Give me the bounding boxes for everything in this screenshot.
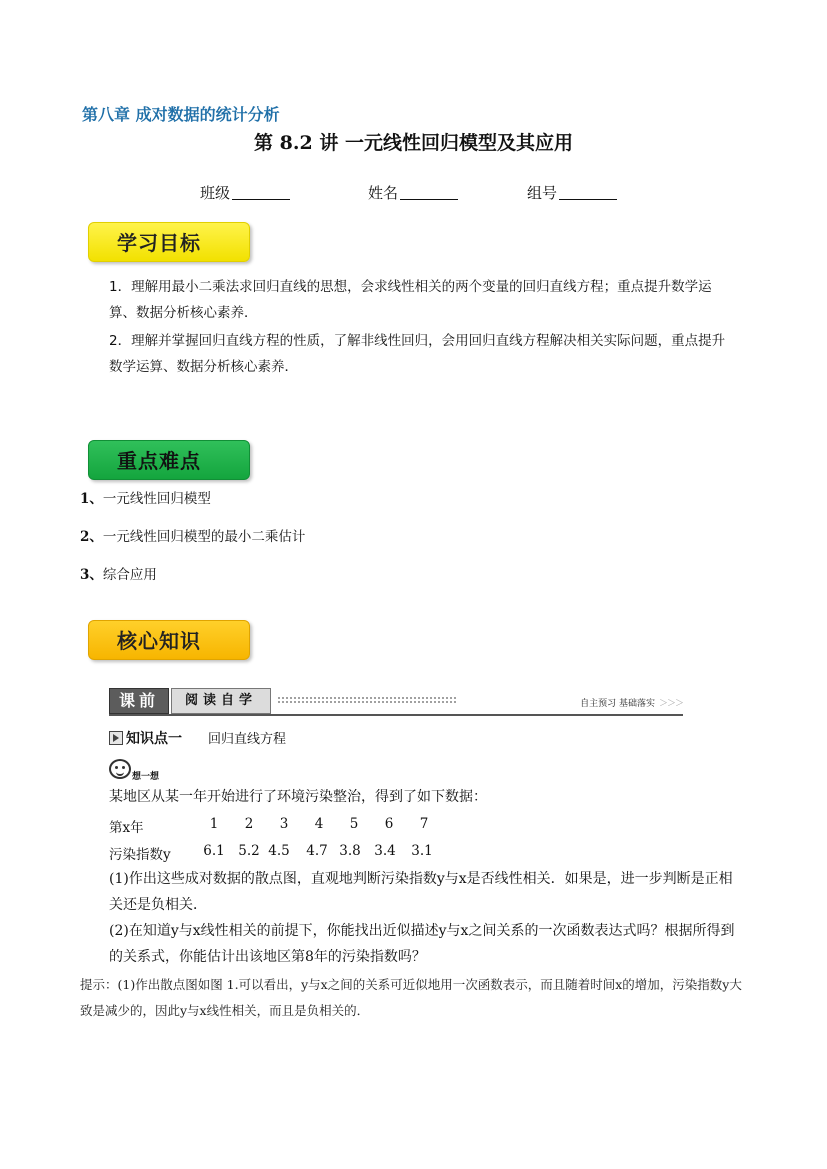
think-badge bbox=[109, 758, 159, 780]
goals-list bbox=[109, 274, 729, 380]
preclass-banner bbox=[109, 688, 683, 716]
banner-right-text: 自主预习 基础落实 bbox=[580, 699, 655, 709]
thinking-face-icon bbox=[109, 759, 131, 779]
table-cell: 1 bbox=[209, 816, 219, 832]
intro-text: 某地区从某一年开始进行了环境污染整治，得到了如下数据： bbox=[109, 789, 487, 805]
table-row-pollution bbox=[109, 843, 529, 863]
chapter-title: 第八章 成对数据的统计分析 bbox=[82, 105, 280, 124]
key-point-item bbox=[80, 487, 211, 507]
lecture-title: 第 8.2 讲 一元线性回归模型及其应用 bbox=[254, 132, 573, 154]
table-cell: 3.4 bbox=[374, 843, 396, 859]
table-cell: 2 bbox=[244, 816, 254, 832]
table-row-year bbox=[109, 816, 529, 836]
table-cell: 4.7 bbox=[306, 843, 328, 859]
name-field bbox=[368, 182, 458, 203]
banner-rule bbox=[109, 714, 683, 716]
table-cell: 4 bbox=[314, 816, 324, 832]
key-point-item bbox=[80, 525, 305, 545]
table-cell: 5.2 bbox=[238, 843, 260, 859]
key-point-text: 一元线性回归模型的最小二乘估计 bbox=[102, 529, 306, 545]
table-cell: 5 bbox=[349, 816, 359, 832]
table-cell: 4.5 bbox=[268, 843, 290, 859]
chevrons-icon: ＞＞＞ bbox=[658, 699, 683, 709]
learning-goals-tag: 学习目标 bbox=[88, 222, 250, 262]
group-label: 组号 bbox=[527, 184, 558, 202]
key-point-number: 1、 bbox=[80, 491, 103, 507]
table-cell: 6 bbox=[384, 816, 394, 832]
goal-item: 2．理解并掌握回归直线方程的性质，了解非线性回归，会用回归直线方程解决相关实际问题，重点提升数学运算、数据分析核心素养． bbox=[109, 333, 726, 375]
knowledge-point-title: 知识点一 bbox=[126, 731, 182, 747]
banner-dots bbox=[277, 696, 457, 704]
goal-item: 1．理解用最小二乘法求回归直线的思想，会求线性相关的两个变量的回归直线方程；重点提升数学运算、数据分析核心素养． bbox=[109, 279, 712, 321]
table-cell: 3 bbox=[279, 816, 289, 832]
class-label: 班级 bbox=[200, 184, 231, 202]
key-point-text: 综合应用 bbox=[102, 567, 157, 583]
row-label: 第x年 bbox=[109, 820, 144, 836]
key-point-number: 3、 bbox=[80, 567, 103, 583]
knowledge-point-heading bbox=[109, 728, 286, 748]
table-cell: 6.1 bbox=[203, 843, 225, 859]
play-triangle-icon bbox=[109, 731, 123, 745]
class-blank[interactable] bbox=[232, 184, 290, 200]
group-field bbox=[527, 182, 617, 203]
row-label: 污染指数y bbox=[109, 847, 171, 863]
key-point-text: 一元线性回归模型 bbox=[102, 491, 211, 507]
question-1: (1)作出这些成对数据的散点图，直观地判断污染指数y与x是否线性相关．如果是，进一步判断是正相关还是负相关． bbox=[109, 871, 733, 913]
banner-box-preclass: 课前 bbox=[109, 688, 169, 714]
name-blank[interactable] bbox=[400, 184, 458, 200]
name-label: 姓名 bbox=[368, 184, 399, 202]
key-point-number: 2、 bbox=[80, 529, 103, 545]
table-cell: 7 bbox=[419, 816, 429, 832]
key-points-tag: 重点难点 bbox=[88, 440, 250, 480]
table-cell: 3.1 bbox=[411, 843, 433, 859]
banner-right bbox=[580, 696, 683, 709]
group-blank[interactable] bbox=[559, 184, 617, 200]
hint-text: 提示：(1)作出散点图如图 1.可以看出，y与x之间的关系可近似地用一次函数表示，而且随着时间x的增加，污染指数y大致是减少的，因此y与x线性相关，而且是负相关的． bbox=[80, 977, 742, 1018]
table-cell: 3.8 bbox=[339, 843, 361, 859]
banner-box-reading: 阅读自学 bbox=[171, 688, 271, 714]
class-field bbox=[200, 182, 290, 203]
core-knowledge-tag: 核心知识 bbox=[88, 620, 250, 660]
think-label: 想一想 bbox=[132, 772, 160, 782]
question-2: (2)在知道y与x线性相关的前提下，你能找出近似描述y与x之间关系的一次函数表达式吗？根据所得到的关系式，你能估计出该地区第8年的污染指数吗？ bbox=[109, 923, 735, 965]
knowledge-point-topic: 回归直线方程 bbox=[208, 732, 287, 747]
key-point-item bbox=[80, 563, 157, 583]
